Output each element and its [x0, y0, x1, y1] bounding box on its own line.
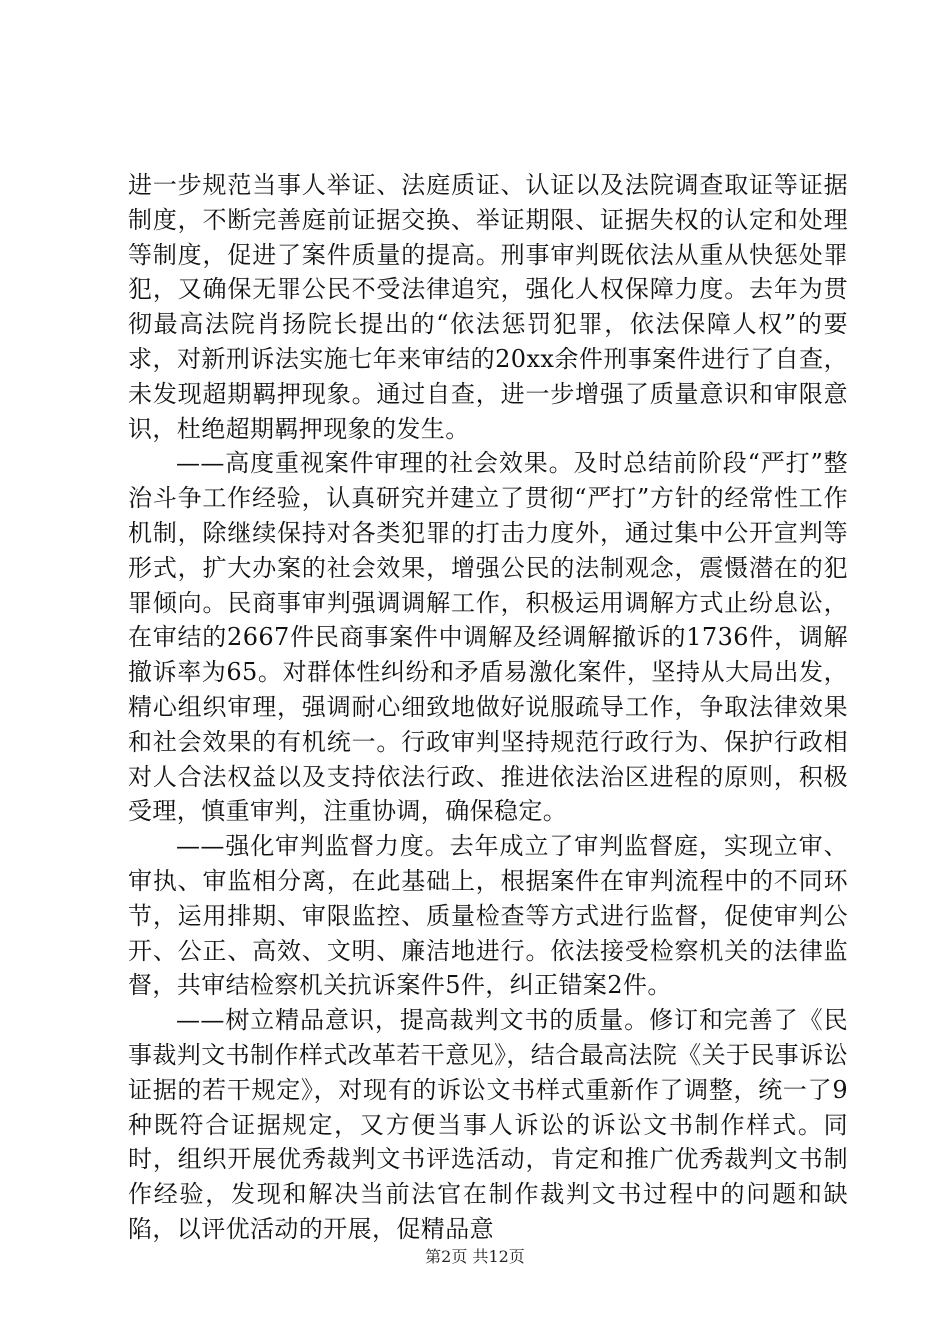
- document-body: [128, 168, 848, 1247]
- paragraph-1: 进一步规范当事人举证、法庭质证、认证以及法院调查取证等证据制度，不断完善庭前证据交换、举证期限、证据失权的认定和处理等制度，促进了案件质量的提高。刑事审判既依法从重从快惩处罪犯，又确保无罪公民不受法律追究，强化人权保障力度。去年为贯彻最高法院肖扬院长提出的“依法惩罚犯罪，依法保障人权”的要求，对新刑诉法实施七年来审结的20xx余件刑事案件进行了自查，未发现超期羁押现象。通过自查，进一步增强了质量意识和审限意识，杜绝超期羁押现象的发生。: [128, 171, 848, 443]
- paragraph-4: ——树立精品意识，提高裁判文书的质量。修订和完善了《民事裁判文书制作样式改革若干意见》，结合最高法院《关于民事诉讼证据的若干规定》，对现有的诉讼文书样式重新作了调整，统一了9种既符合证据规定，又方便当事人诉讼的诉讼文书制作样式。同时，组织开展优秀裁判文书评选活动，肯定和推广优秀裁判文书制作经验，发现和解决当前法官在制作裁判文书过程中的问题和缺陷，以评优活动的开展，促精品意: [128, 1006, 848, 1243]
- paragraph-2: ——高度重视案件审理的社会效果。及时总结前阶段“严打”整治斗争工作经验，认真研究并建立了贯彻“严打”方针的经常性工作机制，除继续保持对各类犯罪的打击力度外，通过集中公开宣判等形式，扩大办案的社会效果，增强公民的法制观念，震慑潜在的犯罪倾向。民商事审判强调调解工作，积极运用调解方式止纷息讼，在审结的2667件民商事案件中调解及经调解撤诉的1736件，调解撤诉率为65。对群体性纠纷和矛盾易激化案件，坚持从大局出发，精心组织审理，强调耐心细致地做好说服疏导工作，争取法律效果和社会效果的有机统一。行政审判坚持规范行政行为、保护行政相对人合法权益以及支持依法行政、推进依法治区进程的原则，积极受理，慎重审判，注重协调，确保稳定。: [128, 449, 848, 826]
- page-number-footer: 第2页 共12页: [425, 1247, 525, 1266]
- paragraph-3: ——强化审判监督力度。去年成立了审判监督庭，实现立审、审执、审监相分离，在此基础上，根据案件在审判流程中的不同环节，运用排期、审限监控、质量检查等方式进行监督，促使审判公开、公正、高效、文明、廉洁地进行。依法接受检察机关的法律监督，共审结检察机关抗诉案件5件，纠正错案2件。: [128, 832, 848, 1000]
